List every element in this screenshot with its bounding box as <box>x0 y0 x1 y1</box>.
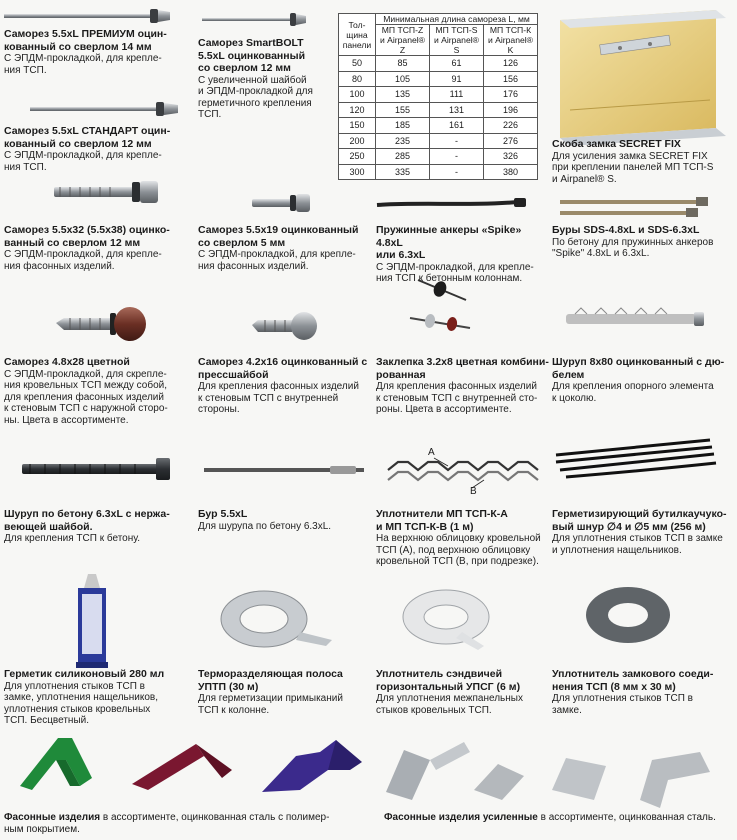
table-row <box>339 133 538 149</box>
drill-5-5-image <box>204 466 364 474</box>
table-cell: 126 <box>483 56 537 72</box>
table-row <box>339 87 538 103</box>
product-card <box>198 668 373 716</box>
table-cell: 50 <box>339 56 376 72</box>
seal-label-a: A <box>428 447 435 458</box>
product-title: Саморез SmartBOLT 5.5xL оцинкованный со сверлом 12 мм <box>198 37 306 74</box>
table-cell: 176 <box>483 87 537 103</box>
product-card <box>4 125 189 173</box>
table-cell: 156 <box>483 71 537 87</box>
product-title: Уплотнитель сэндвичей горизонтальный УПСГ (6 м) <box>376 668 521 693</box>
product-card <box>376 356 551 416</box>
seal-label-b: B <box>470 486 477 497</box>
product-title: Шуруп 8x80 оцинкованный с дю- белем <box>552 356 725 381</box>
screw-premium-image <box>4 9 170 23</box>
product-card <box>552 356 737 404</box>
footer-left-bold: Фасонные изделия <box>4 812 101 823</box>
concrete-screw-image <box>22 458 170 480</box>
table-col-header: МП ТСП-S и Airpanel® S <box>429 25 483 56</box>
product-description: С ЭПДМ-прокладкой, для крепле- ния ТСП. <box>4 150 162 173</box>
product-card <box>552 224 737 260</box>
flashing-reinforced-1-image <box>386 742 470 800</box>
seal-profile-image <box>388 458 538 488</box>
table-cell: 235 <box>376 133 430 149</box>
product-description: С ЭПДМ-прокладкой, для крепле- ния фасонных изделий. <box>198 249 356 272</box>
product-description: С увеличенной шайбой и ЭПДМ-прокладкой для герметичного крепления ТСП. <box>198 74 313 120</box>
table-row <box>339 118 538 134</box>
product-title: Саморез 5.5xL ПРЕМИУМ оцин- кованный со сверлом 14 мм <box>4 28 167 53</box>
table-row <box>339 56 538 72</box>
footer-right <box>384 812 734 824</box>
butyl-cord-image <box>556 440 716 477</box>
table-cell: 335 <box>376 164 430 180</box>
table-cell: - <box>429 133 483 149</box>
product-description: Для шурупа по бетону 6.3xL. <box>198 520 332 532</box>
product-title: Пружинные анкеры «Spike» 4.8xL или 6.3xL <box>376 224 522 261</box>
horizontal-seal-image <box>403 590 489 650</box>
product-title: Герметик силиконовый 280 мл <box>4 668 165 680</box>
footer-right-bold: Фасонные изделия усиленные <box>384 812 538 823</box>
product-description: Для крепления ТСП к бетону. <box>4 533 141 544</box>
footer-left-text: в ассортименте, оцинкованная сталь с полимер- ным покрытием. <box>4 812 330 835</box>
secret-fix-panel-image <box>560 10 726 146</box>
table-cell: 135 <box>376 87 430 103</box>
table-cell: 161 <box>429 118 483 134</box>
product-title: Терморазделяющая полоса УПТП (30 м) <box>198 668 343 693</box>
flashing-reinforced-2-image <box>474 764 524 800</box>
table-cell: 131 <box>429 102 483 118</box>
product-title: Бур 5.5xL <box>198 508 248 520</box>
product-description: На верхнюю облицовку кровельной ТСП (А), под верхнюю облицовку кровельной ТСП (В, при подрезке). <box>376 533 541 567</box>
spike-anchor-image <box>377 198 526 207</box>
table-cell: 61 <box>429 56 483 72</box>
product-description: С ЭПДМ-прокладкой, для скрепле- ния кровельных ТСП между собой, для крепления фасонных изделий к стеновым ТСП с наружной сторо- ны. Цвета в ассортименте. <box>4 368 168 426</box>
dowel-screw-image <box>566 308 704 326</box>
table-row <box>339 71 538 87</box>
product-card <box>4 668 189 727</box>
product-card <box>376 224 551 285</box>
product-title: Саморез 5.5x19 оцинкованный со сверлом 5 мм <box>198 224 359 249</box>
product-title: Заклепка 3.2x8 цветная комбини- рованная <box>376 356 549 381</box>
table-cell: 300 <box>339 164 376 180</box>
thermal-strip-image <box>221 591 332 647</box>
lock-seal-roll-image <box>586 587 670 643</box>
product-description: С ЭПДМ-прокладкой, для крепле- ния ТСП. <box>4 53 162 76</box>
product-description: С ЭПДМ-прокладкой, для крепле- ния ТСП к бетонным колоннам. <box>376 261 534 284</box>
product-card <box>198 224 373 272</box>
screw-standard-image <box>30 102 178 116</box>
table-cell: 105 <box>376 71 430 87</box>
table-row <box>339 164 538 180</box>
table-cell: 80 <box>339 71 376 87</box>
product-card <box>552 668 737 716</box>
sds-drill-image <box>560 197 708 217</box>
flashing-green-image <box>20 738 92 790</box>
product-title: Шуруп по бетону 6.3xL с нержа- веющей шайбой. <box>4 508 170 533</box>
product-description: Для крепления фасонных изделий к стеновым ТСП с внутренней стороны. <box>198 381 359 415</box>
flashing-burgundy-image <box>132 744 232 790</box>
table-cell: 380 <box>483 164 537 180</box>
table-cell: 200 <box>339 133 376 149</box>
product-description: Для уплотнения стыков ТСП в замке, уплотнения нащельников, уплотнения стыков кровельных ТСП. Бесцветный. <box>4 680 159 726</box>
product-description: Для уплотнения стыков ТСП в замке и уплотнения нащельников. <box>552 533 723 556</box>
product-card <box>552 138 737 185</box>
table-row <box>339 149 538 165</box>
product-title: Буры SDS-4.8xL и SDS-6.3xL <box>552 224 700 236</box>
product-card <box>198 356 373 416</box>
product-title: Саморез 5.5x32 (5.5x38) оцинко- ванный со сверлом 12 мм <box>4 224 170 249</box>
table-cell: 150 <box>339 118 376 134</box>
product-title: Саморез 5.5xL СТАНДАРТ оцин- кованный со сверлом 12 мм <box>4 125 171 150</box>
table-main-header: Минимальная длина самореза L, мм <box>376 14 538 25</box>
product-card <box>198 508 373 532</box>
screw-smartbolt-image <box>202 13 306 26</box>
silicone-tube-image <box>76 574 108 668</box>
rivet-image <box>410 279 470 331</box>
footer-left <box>4 812 374 836</box>
product-card <box>198 37 338 121</box>
press-washer-screw-image <box>252 312 317 340</box>
product-description: Для крепления фасонных изделий к стеновым ТСП с внутренней сто- роны. Цвета в ассортименте. <box>376 381 538 415</box>
table-cell: - <box>429 164 483 180</box>
product-description: С ЭПДМ-прокладкой, для крепле- ния фасонных изделий. <box>4 249 162 272</box>
product-description: По бетону для пружинных анкеров "Spike" 4.8xL и 6.3xL. <box>552 236 714 259</box>
product-card <box>4 356 189 426</box>
product-title: Уплотнитель замкового соеди- нения ТСП (8 мм x 30 м) <box>552 668 714 693</box>
colored-screw-image <box>56 307 146 341</box>
table-cell: 155 <box>376 102 430 118</box>
screw-5-5x32-image <box>54 181 158 203</box>
flashing-purple-image <box>262 740 362 792</box>
table-cell: 85 <box>376 56 430 72</box>
table-col-header: МП ТСП-К и Airpanel® K <box>483 25 537 56</box>
table-cell: - <box>429 149 483 165</box>
product-title: Саморез 4.8x28 цветной <box>4 356 130 368</box>
product-description: Для уплотнения межпанельных стыков кровельных ТСП. <box>376 693 523 716</box>
product-description: Для герметизации примыканий ТСП к колонне. <box>198 693 343 716</box>
screw-length-table <box>338 13 538 180</box>
table-cell: 100 <box>339 87 376 103</box>
table-cell: 111 <box>429 87 483 103</box>
footer-right-text: в ассортименте, оцинкованная сталь. <box>537 812 716 823</box>
table-cell: 185 <box>376 118 430 134</box>
product-title: Уплотнители МП ТСП-К-А и МП ТСП-К-В (1 м) <box>376 508 508 533</box>
table-cell: 276 <box>483 133 537 149</box>
product-card <box>552 508 737 556</box>
product-description: Для усиления замка SECRET FIX при креплении панелей МП ТСП-S и Airpanel® S. <box>552 150 714 185</box>
table-row <box>339 102 538 118</box>
table-corner-header: Тол- щина панели <box>339 14 376 56</box>
table-cell: 196 <box>483 102 537 118</box>
product-card <box>4 508 189 545</box>
product-description: Для крепления опорного элемента к цоколю. <box>552 381 714 404</box>
product-title: Скоба замка SECRET FIX <box>552 138 681 150</box>
table-cell: 226 <box>483 118 537 134</box>
flashing-reinforced-3-image <box>552 758 606 800</box>
table-col-header: МП ТСП-Z и Airpanel® Z <box>376 25 430 56</box>
flashing-reinforced-4-image <box>640 752 710 808</box>
table-cell: 91 <box>429 71 483 87</box>
product-card <box>4 224 189 272</box>
product-card <box>376 508 551 568</box>
product-description: Для уплотнения стыков ТСП в замке. <box>552 693 693 716</box>
table-cell: 326 <box>483 149 537 165</box>
table-cell: 285 <box>376 149 430 165</box>
product-card <box>376 668 551 716</box>
product-card <box>4 28 189 76</box>
product-title: Герметизирующий бутилкаучуко- вый шнур ∅4 и ∅5 мм (256 м) <box>552 508 727 533</box>
table-cell: 250 <box>339 149 376 165</box>
screw-5-5x19-image <box>252 194 310 212</box>
product-title: Саморез 4.2x16 оцинкованный с прессшайбой <box>198 356 368 381</box>
table-cell: 120 <box>339 102 376 118</box>
